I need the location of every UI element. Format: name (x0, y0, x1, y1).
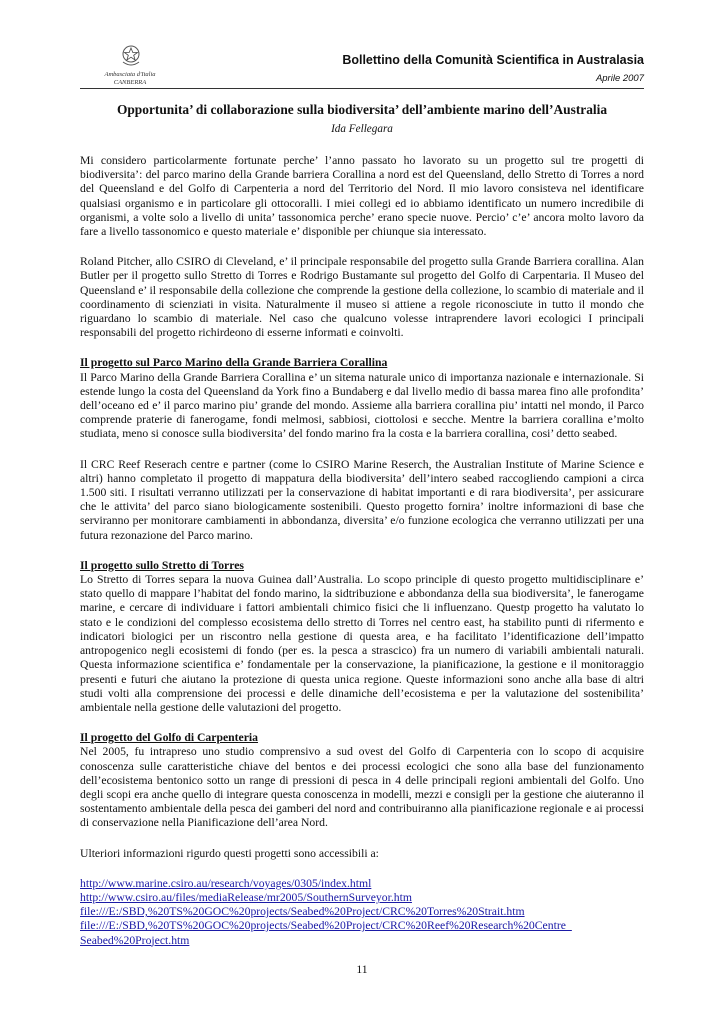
link-crc-reef-continued[interactable]: Seabed%20Project.htm (80, 933, 190, 947)
section-reef (80, 356, 644, 441)
article-author: Ida Fellegara (331, 123, 393, 135)
reef-mapping-paragraph: Il CRC Reef Reserach centre e partner (come lo CSIRO Marine Reserch, the Australian Institute of Marine Science e altri) hanno completato il progetto di mappatura della biodiversita’ dell’intero seabed raccogliendo campioni a circa 1.500 siti. I risultati verranno utilizzati per la conservazione di habitat importanti e di rara biodiversita’, per assicurare che le attivita’ del parco siano biologicamente sostenibili. Questo progetto fornira’ inoltre informazioni di base che serviranno per monitorare cambiamenti in abbondanza, diversita’ e/o funzione ecologica che verranno utilizzati per una futura rezonazione del Parco marino. (80, 457, 644, 542)
bulletin-title: Bollettino della Comunità Scientifica in Australasia (342, 53, 644, 67)
section-heading-carpentaria: Il progetto del Golfo di Carpenteria (80, 731, 259, 745)
embassy-caption (90, 71, 170, 87)
link-crc-torres[interactable]: file:///E:/SBD,%20TS%20GOC%20projects/Seabed%20Project/CRC%20Torres%20Strait.htm (80, 905, 525, 919)
section-heading-torres: Il progetto sullo Stretto di Torres (80, 558, 244, 572)
article-title: Opportunita’ di collaborazione sulla biodiversita’ dell’ambiente marino dell’Australia (116, 102, 608, 117)
intro-paragraph: Mi considero particolarmente fortunate perche’ l’anno passato ho lavorato su un progetto sul tre progetti di biodiversita’: del parco marino della Grande barriera Corallina a nord est del Queensland, dello Stretto di Torres a nord del Queensland e del Golfo di Carpenteria a nord del Territorio del Nord. Il mio lavoro consisteva nel identificare qualsiasi organismo e in particolare gli ottocoralli. I miei collegi ed io abbiamo identificato un numero incredibile di organismi, a volte solo a livello di unita’ tassonomica perche’ erano specie nuove. Percio’ c’e’ ancora molto lavoro da fare a livello tassonomico e questo materiale e’ disponible per chiunque sia interessato. (80, 154, 644, 239)
embassy-city: CANBERRA (113, 79, 147, 86)
bulletin-date: Aprile 2007 (595, 73, 644, 84)
link-voyages[interactable]: http://www.marine.csiro.au/research/voyages/0305/index.html (80, 876, 372, 890)
reference-links (80, 877, 644, 948)
section-heading-reef: Il progetto sul Parco Marino della Grande Barriera Corallina (80, 356, 388, 370)
section-reef-paragraph: Il Parco Marino della Grande Barriera Corallina e’ un sitema naturale unico di importanza nazionale e internazionale. Si estende lungo la costa del Queensland da York fino a Bundaberg e dal livello medio di bassa marea fino alle profondita’ dell’oceano ed e’ il parco marino piu’ grande del mondo. Assieme alla barriera corallina piu’ intatti nel mondo, il Parco comprende praterie di fanerogame, fondi melmosi, sabbiosi, ciottolosi e secche. Mentre la barriera corallina e’molto studiata, meno si conosce sulla biodiversita’ del fondo marino fra la costa e la barriera corallina, cosi’ detto seabed. (80, 370, 644, 441)
section-torres-paragraph: Lo Stretto di Torres separa la nuova Guinea dall’Australia. Lo scopo principle di questo progetto multidisciplinare e’ stato quello di mappare l’habitat del fondo marino, la sidtribuzione e abbondanza della sua biodiversita’, le fanerogame marine, e cercare di individuare i fattori ambientali chimico fisici che li influenzano. Questp progetto ha valutato lo stato e le condizioni del complesso ecosistema dello stretto di Torres nel centro east, ha stabilito punti di rifermento e indicatori biologici per un riscontro nella gestione di questa area, e ha facilitato l’identificazione dell’impatto antropogenico negli ecosistemi di fondo (per es. la pesca a strascico) fra un numero di variabili ambientali naturali. Questa informazione scientifica e’ fondamentale per la conservazione, la pianificazione, la gestione e il monitoraggio presenti e futuri che aiutano la protezione di questa unica regione. Queste informazioni sono anche alla base di altri studi volti alla comprensione dei processi e delle dinamiche dell’ecosistema e per la valutazione del sostenibilita’ ambientale nella gestione delle valutazioni del progetto. (80, 573, 644, 714)
italian-republic-emblem-icon (120, 44, 142, 68)
link-crc-reef[interactable]: file:///E:/SBD,%20TS%20GOC%20projects/Seabed%20Project/CRC%20Reef%20Research%20Centre_ (80, 919, 572, 933)
links-intro: Ulteriori informazioni rigurdo questi progetti sono accessibili a: (80, 846, 379, 860)
section-carpentaria (80, 731, 644, 830)
article (80, 101, 644, 948)
header-divider (80, 88, 644, 89)
section-torres (80, 559, 644, 715)
people-paragraph: Roland Pitcher, allo CSIRO di Cleveland, e’ il principale responsabile del progetto sulla Grande Barriera corallina. Alan Butler per il progetto sullo Stretto di Torres e Rodrigo Bustamante sul progetto del Golfo di Carpentaria. Il Museo del Queensland e’ il responsabile della collezione che comprende la gestione della collezione, lo scambio di materiale and il coordinamento di scienziati in visita. Naturalmente il museo si attiene a regole riconosciute in tutto il mondo che riguardano lo scambio di materiale. Nel caso che qualcuno volesse intraprendere lavori ecologici I principali responsabili del progetto richirdeono di esserne informati e coinvolti. (80, 255, 644, 340)
link-southern-surveyor[interactable]: http://www.csiro.au/files/mediaRelease/mr2005/SouthernSurveyor.htm (80, 890, 412, 904)
embassy-name: Ambasciata d'Italia (104, 71, 156, 78)
section-carpentaria-paragraph: Nel 2005, fu intrapreso uno studio comprensivo a sud ovest del Golfo di Carpenteria con lo scopo di acquisire conoscenza sulle caratteristiche chiave del bentos e dei processi ecologici che sono alla base del funzionamento dell’ecosistema bentonico sotto un range di pressioni di pesca in 4 delle principali regioni ambientali del Golfo. Uno degli scopi era anche quello di integrare questa conoscenza in modelli, mezzi e consigli per la gestione che aiuteranno il sostentamento ambientale della pesca dei gamberi del nord and contribuiranno alla pianificazione regionale e ai processi di conservazione nella Pianificazione dell’area Nord. (80, 745, 644, 830)
page-number: 11 (356, 963, 368, 976)
